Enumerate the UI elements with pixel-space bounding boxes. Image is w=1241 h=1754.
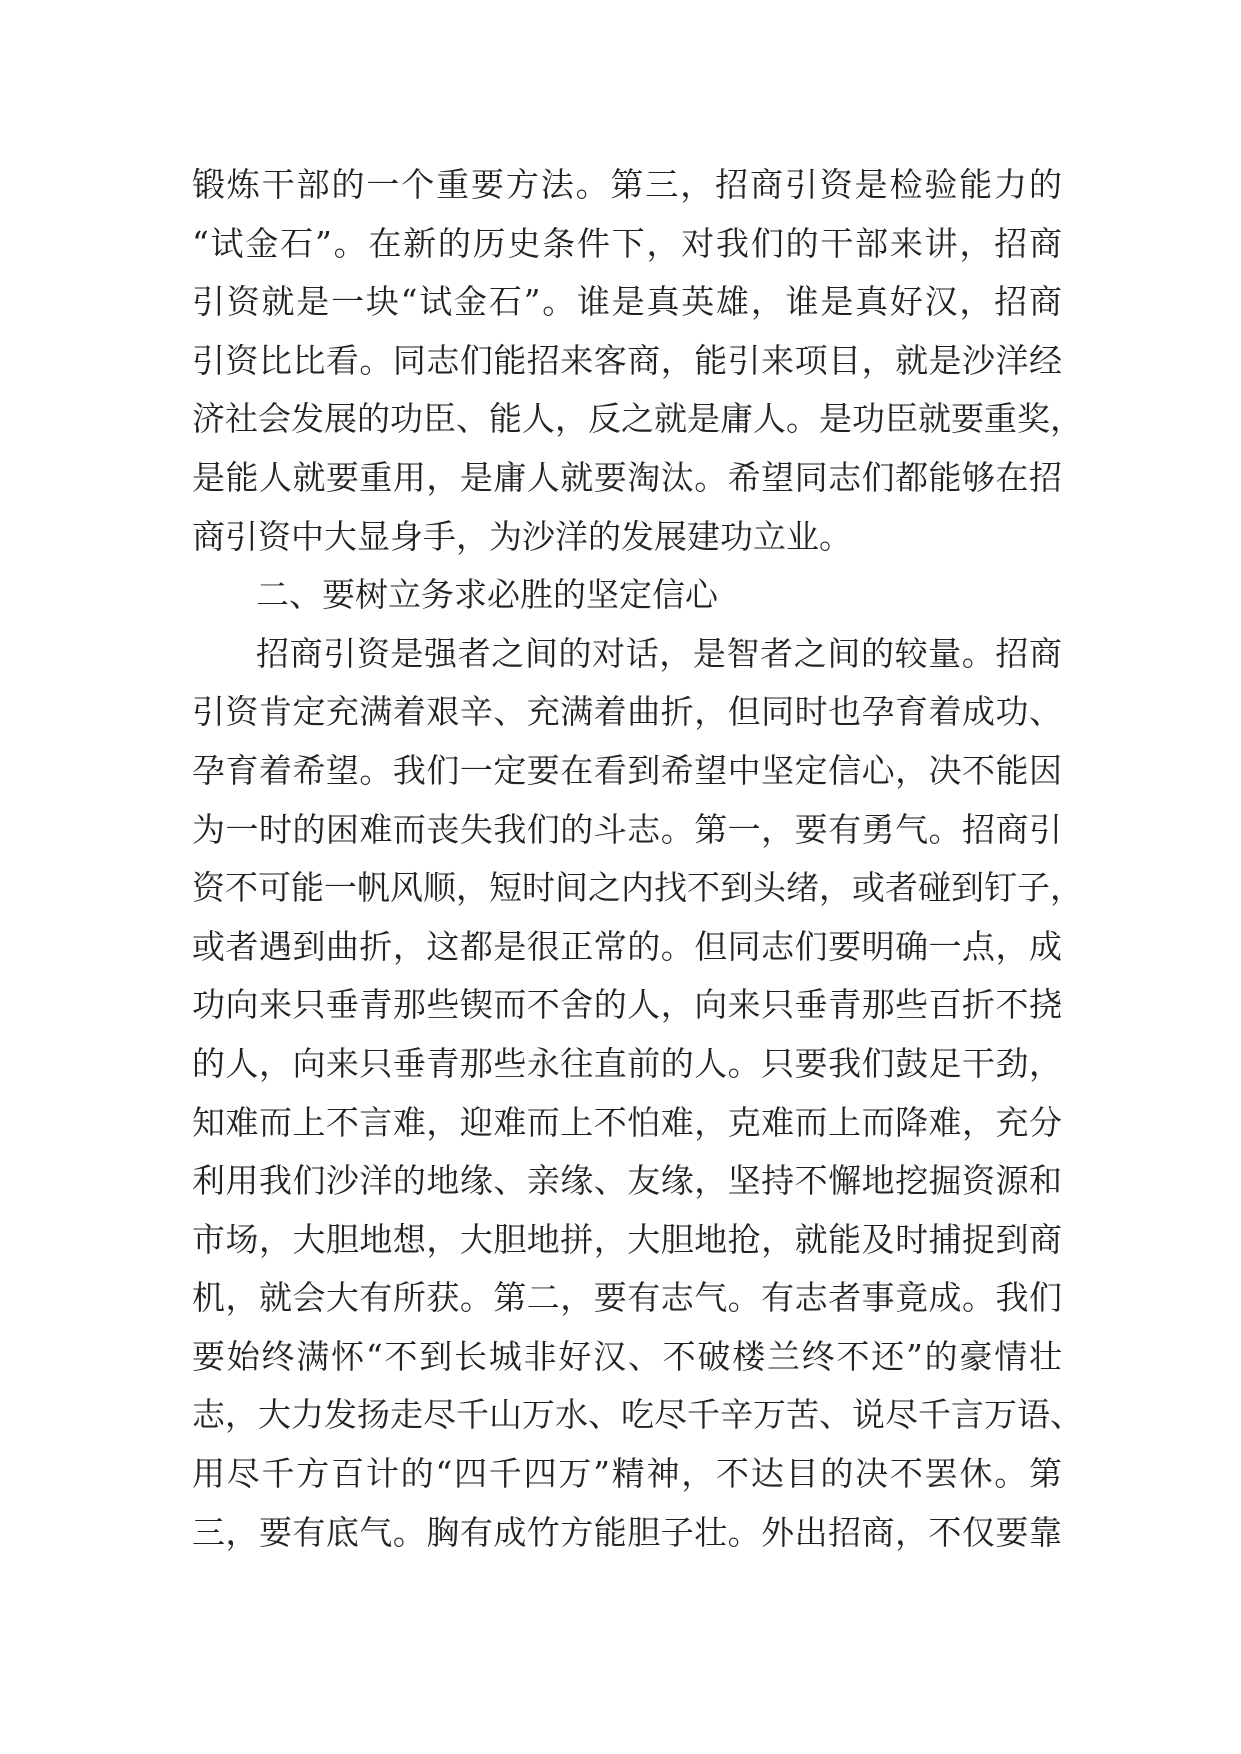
text-line-12: 为一时的困难而丧失我们的斗志。第一，要有勇气。招商引 (192, 809, 1062, 849)
text-line-6: 是能人就要重用，是庸人就要淘汰。希望同志们都能够在招 (192, 457, 1062, 497)
text-line-18: 利用我们沙洋的地缘、亲缘、友缘，坚持不懈地挖掘资源和 (192, 1161, 1062, 1201)
text-line-21: 要始终满怀“不到长城非好汉、不破楼兰终不还”的豪情壮 (192, 1336, 1062, 1376)
text-line-20: 机，就会大有所获。第二，要有志气。有志者事竟成。我们 (192, 1278, 1062, 1318)
text-line-19: 市场，大胆地想，大胆地拼，大胆地抢，就能及时捕捉到商 (192, 1219, 1062, 1259)
text-line-13: 资不可能一帆风顺，短时间之内找不到头绪，或者碰到钉子， (192, 868, 1083, 908)
text-line-23: 用尽千方百计的“四千四万”精神，不达目的决不罢休。第 (192, 1454, 1062, 1494)
text-line-17: 知难而上不言难，迎难而上不怕难，克难而上而降难，充分 (192, 1102, 1062, 1142)
text-line-16: 的人，向来只垂青那些永往直前的人。只要我们鼓足干劲， (192, 1043, 1062, 1083)
section-heading: 二、要树立务求必胜的坚定信心 (256, 575, 718, 615)
body-text (192, 156, 1083, 1562)
text-line-5: 济社会发展的功臣、能人，反之就是庸人。是功臣就要重奖， (192, 399, 1083, 439)
text-line-2: “试金石”。在新的历史条件下，对我们的干部来讲，招商 (192, 223, 1062, 263)
text-line-11: 孕育着希望。我们一定要在看到希望中坚定信心，决不能因 (192, 750, 1062, 790)
text-line-4: 引资比比看。同志们能招来客商，能引来项目，就是沙洋经 (192, 340, 1062, 380)
text-line-9: 招商引资是强者之间的对话，是智者之间的较量。招商 (256, 633, 1062, 673)
text-line-7: 商引资中大显身手，为沙洋的发展建功立业。 (192, 516, 852, 556)
text-line-3: 引资就是一块“试金石”。谁是真英雄，谁是真好汉，招商 (192, 282, 1062, 322)
text-line-10: 引资肯定充满着艰辛、充满着曲折，但同时也孕育着成功、 (192, 692, 1062, 732)
text-line-15: 功向来只垂青那些锲而不舍的人，向来只垂青那些百折不挠 (192, 985, 1062, 1025)
text-line-1: 锻炼干部的一个重要方法。第三，招商引资是检验能力的 (192, 165, 1062, 204)
text-line-24: 三，要有底气。胸有成竹方能胆子壮。外出招商，不仅要靠 (192, 1512, 1062, 1552)
text-line-22: 志，大力发扬走尽千山万水、吃尽千辛万苦、说尽千言万语、 (192, 1395, 1083, 1435)
text-line-14: 或者遇到曲折，这都是很正常的。但同志们要明确一点，成 (192, 926, 1062, 966)
